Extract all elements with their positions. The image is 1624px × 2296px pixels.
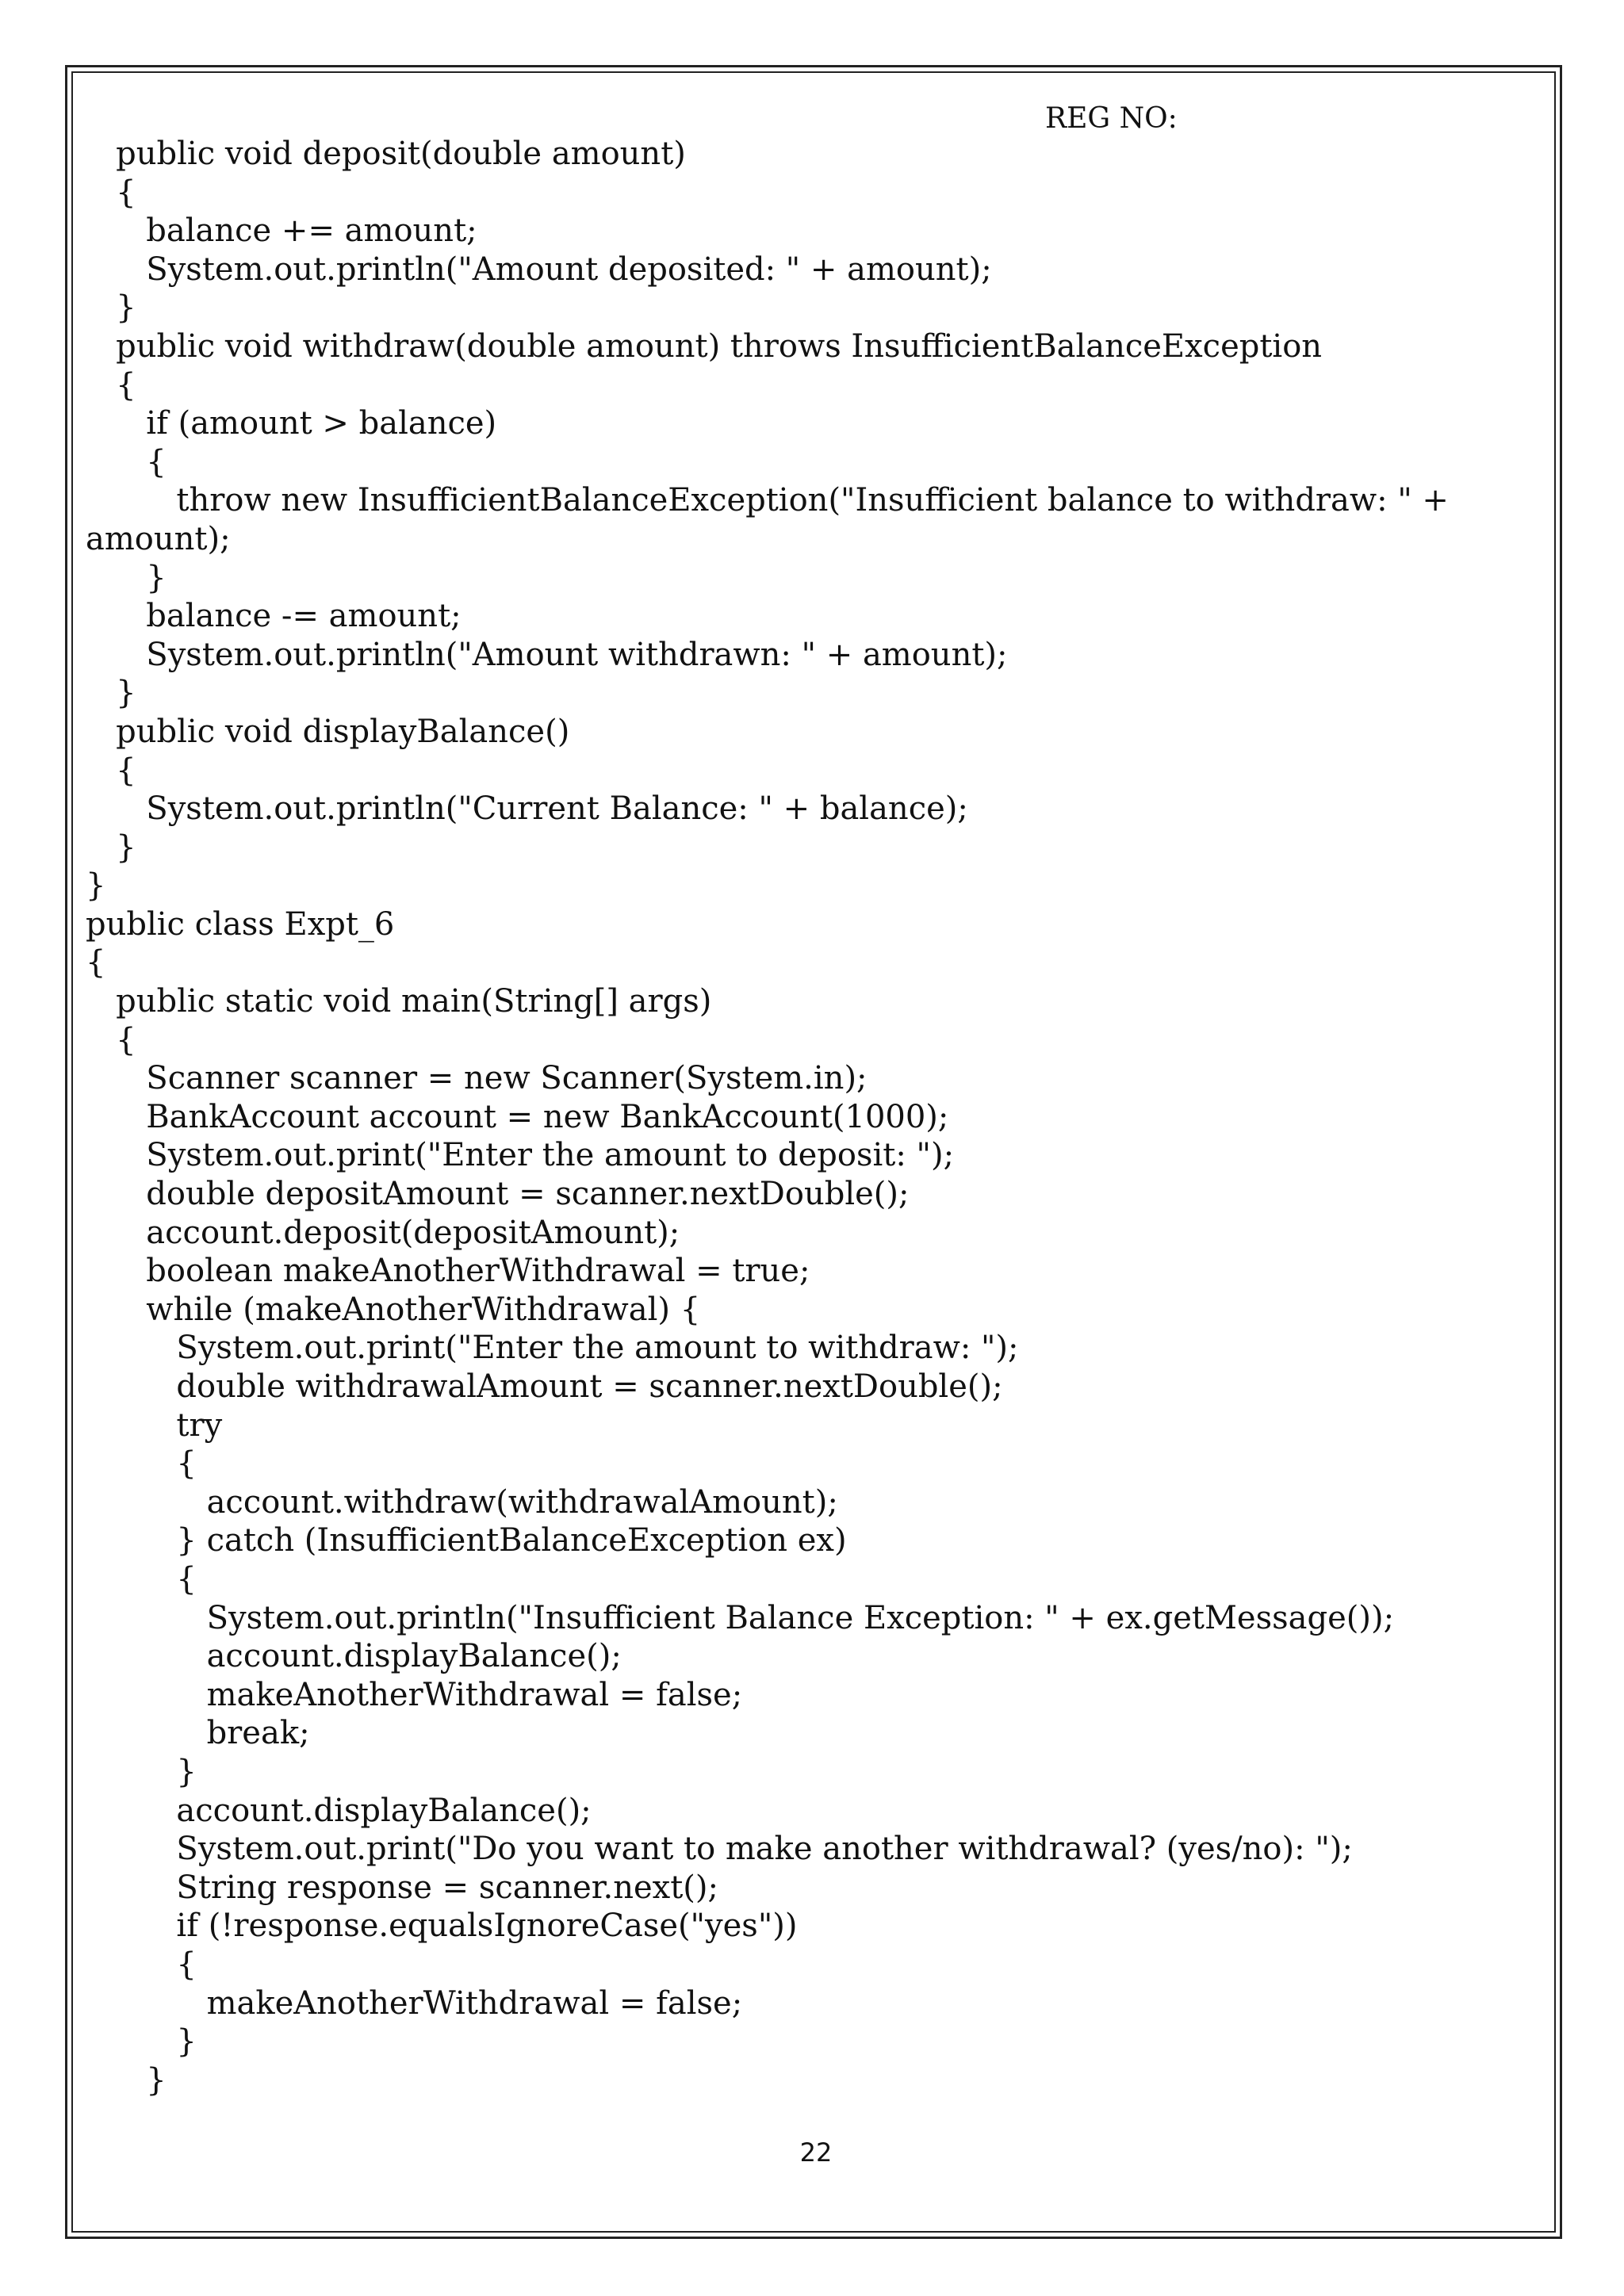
- code-line: }: [86, 675, 136, 712]
- code-line: BankAccount account = new BankAccount(1000);: [86, 1098, 949, 1135]
- code-line: public void displayBalance(): [86, 713, 570, 750]
- code-line: if (!response.equalsIgnoreCase("yes")): [86, 1908, 798, 1945]
- code-line: }: [86, 867, 106, 905]
- code-line: {: [86, 174, 136, 211]
- code-line: account.withdraw(withdrawalAmount);: [86, 1483, 838, 1521]
- code-line: try: [86, 1406, 223, 1444]
- code-line: System.out.print("Enter the amount to deposit: ");: [86, 1137, 955, 1174]
- code-line: {: [86, 1560, 197, 1598]
- code-line: account.displayBalance();: [86, 1792, 592, 1829]
- code-line: {: [86, 443, 167, 480]
- code-line: if (amount > balance): [86, 405, 497, 442]
- code-line: }: [86, 2061, 167, 2099]
- code-line: }: [86, 1753, 197, 1790]
- code-line: }: [86, 559, 167, 596]
- code-line: }: [86, 289, 136, 327]
- code-line: makeAnotherWithdrawal = false;: [86, 1984, 743, 2022]
- code-line: throw new InsufficientBalanceException("Insufficient balance to withdraw: " +: [86, 482, 1449, 519]
- reg-no-label: REG NO:: [1045, 102, 1178, 135]
- code-line: System.out.print("Enter the amount to withdraw: ");: [86, 1330, 1019, 1367]
- code-line: System.out.println("Insufficient Balance Exception: " + ex.getMessage());: [86, 1599, 1395, 1636]
- page-number: 22: [799, 2137, 833, 2168]
- code-line: makeAnotherWithdrawal = false;: [86, 1676, 743, 1713]
- code-line: amount);: [86, 520, 231, 557]
- code-line: System.out.println("Amount deposited: " + amount);: [86, 251, 992, 288]
- code-line: {: [86, 752, 136, 789]
- code-line: {: [86, 1445, 197, 1483]
- code-line: {: [86, 366, 136, 404]
- code-line: {: [86, 1021, 136, 1058]
- code-line: balance += amount;: [86, 212, 477, 250]
- code-line: String response = scanner.next();: [86, 1869, 718, 1906]
- code-line: }: [86, 828, 136, 866]
- code-line: public static void main(String[] args): [86, 983, 712, 1020]
- code-line: System.out.println("Current Balance: " + balance);: [86, 790, 968, 828]
- code-line: System.out.print("Do you want to make another withdrawal? (yes/no): ");: [86, 1831, 1353, 1868]
- code-line: break;: [86, 1715, 310, 1752]
- code-line: double withdrawalAmount = scanner.nextDouble();: [86, 1368, 1003, 1405]
- code-line: }: [86, 2023, 197, 2061]
- code-line: {: [86, 944, 106, 982]
- code-line: balance -= amount;: [86, 598, 462, 635]
- code-line: System.out.println("Amount withdrawn: " + amount);: [86, 636, 1008, 673]
- code-line: while (makeAnotherWithdrawal) {: [86, 1291, 701, 1328]
- code-line: } catch (InsufficientBalanceException ex): [86, 1522, 847, 1559]
- code-line: public void withdraw(double amount) throws InsufficientBalanceException: [86, 327, 1323, 365]
- code-line: public class Expt_6: [86, 905, 395, 943]
- code-line: account.deposit(depositAmount);: [86, 1214, 680, 1251]
- code-line: {: [86, 1946, 197, 1983]
- code-line: public void deposit(double amount): [86, 136, 686, 172]
- code-line: double depositAmount = scanner.nextDouble();: [86, 1176, 910, 1213]
- code-line: boolean makeAnotherWithdrawal = true;: [86, 1253, 810, 1290]
- code-line: account.displayBalance();: [86, 1638, 622, 1675]
- code-line: Scanner scanner = new Scanner(System.in);: [86, 1060, 868, 1097]
- code-listing: [86, 135, 1529, 2099]
